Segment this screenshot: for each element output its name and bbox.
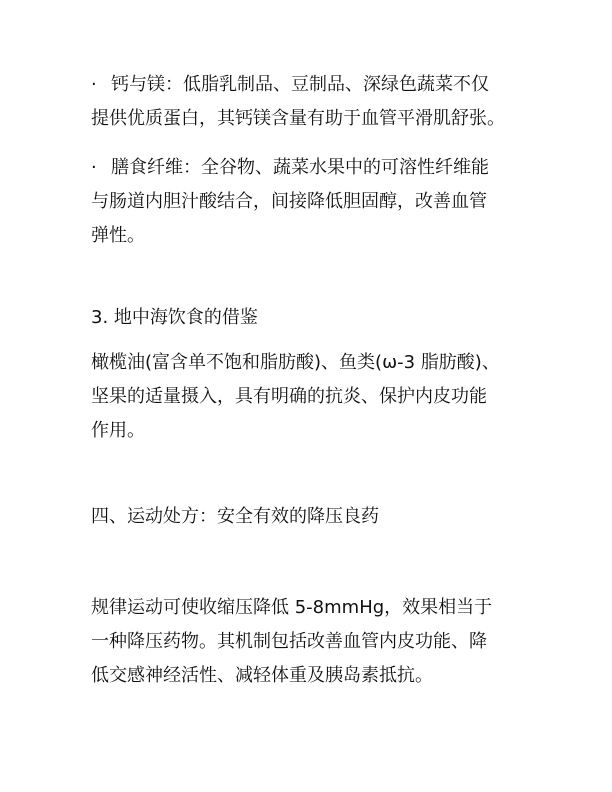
bullet-line	[91, 68, 541, 102]
bullet-line: 与肠道内胆汁酸结合，间接降低胆固醇，改善血管	[91, 191, 487, 212]
bullet-mark: ·	[91, 157, 97, 178]
section-heading-exercise: 四、运动处方：安全有效的降压良药	[91, 506, 379, 527]
paragraph-exercise	[91, 591, 541, 693]
bullet-line: 提供优质蛋白，其钙镁含量有助于血管平滑肌舒张。	[91, 108, 505, 129]
bullet-text: 膳食纤维：全谷物、蔬菜水果中的可溶性纤维能	[111, 157, 489, 178]
paragraph-line: 规律运动可使收缩压降低 5-8mmHg，效果相当于	[91, 597, 493, 618]
bullet-calcium-magnesium	[91, 68, 541, 136]
section-heading-mediterranean: 3. 地中海饮食的借鉴	[91, 307, 258, 328]
paragraph-line: 坚果的适量摄入，具有明确的抗炎、保护内皮功能	[91, 386, 487, 407]
paragraph-line: 作用。	[91, 420, 145, 441]
paragraph-line: 一种降压药物。其机制包括改善血管内皮功能、降	[91, 631, 487, 652]
paragraph-line: 低交感神经活性、减轻体重及胰岛素抵抗。	[91, 665, 433, 686]
bullet-text: 钙与镁：低脂乳制品、豆制品、深绿色蔬菜不仅	[111, 74, 489, 95]
paragraph-mediterranean	[91, 346, 541, 448]
paragraph-line: 橄榄油(富含单不饱和脂肪酸)、鱼类(ω-3 脂肪酸)、	[91, 352, 500, 373]
bullet-mark: ·	[91, 74, 97, 95]
bullet-dietary-fiber	[91, 151, 541, 253]
bullet-line	[91, 151, 541, 185]
bullet-line: 弹性。	[91, 225, 145, 246]
